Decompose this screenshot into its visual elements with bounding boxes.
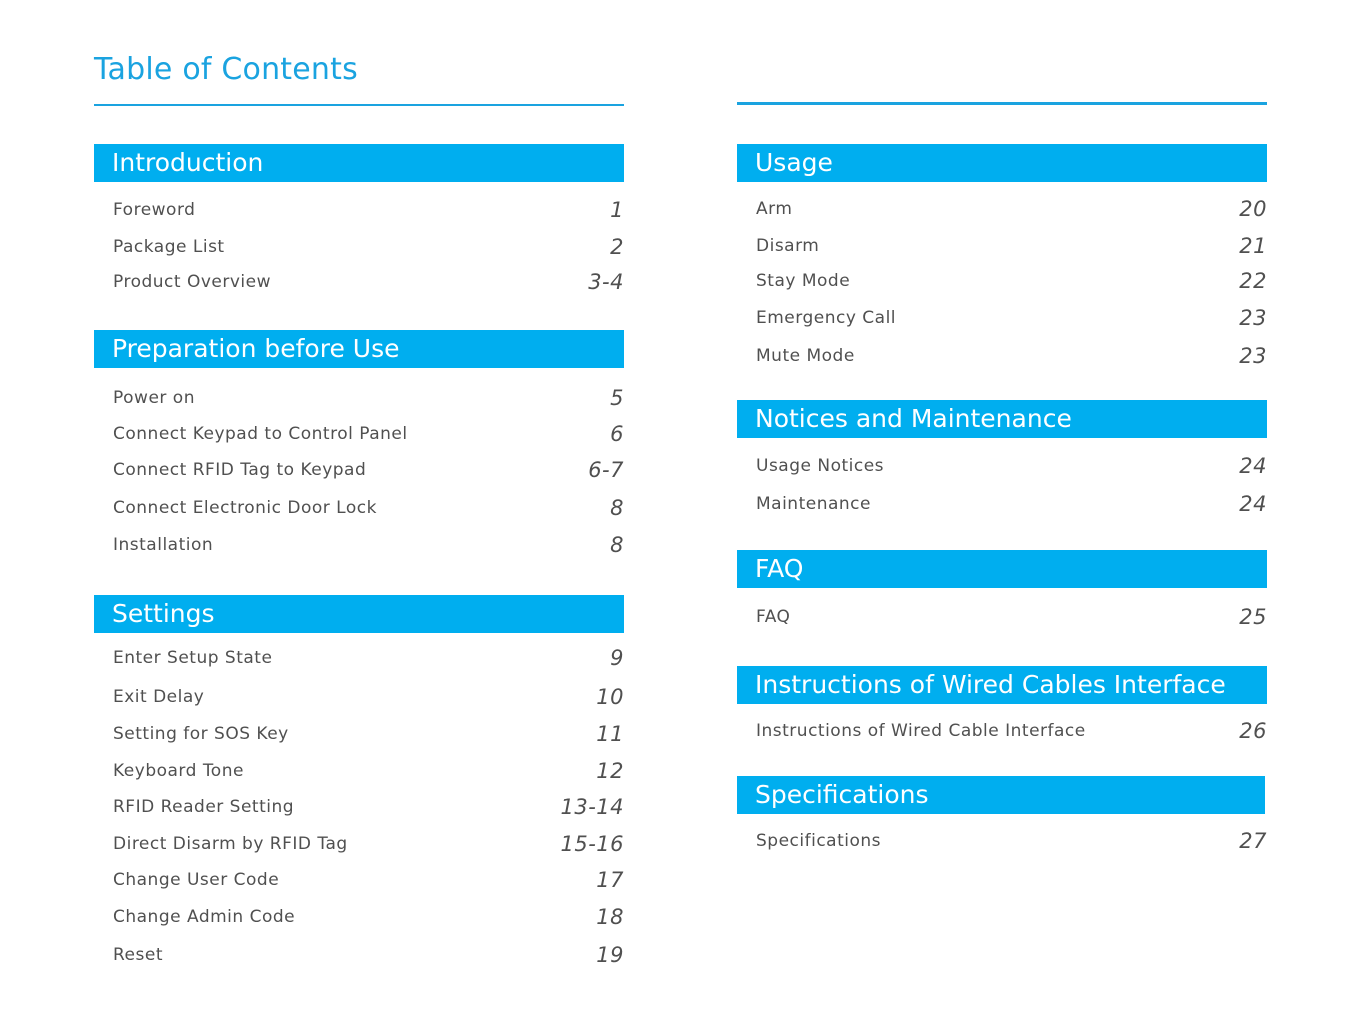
toc-entry-wired-cable-interface[interactable] bbox=[737, 717, 1267, 745]
toc-entry-page: 1 bbox=[610, 198, 624, 222]
toc-entry-page: 12 bbox=[596, 759, 624, 783]
toc-entry-installation[interactable] bbox=[94, 531, 624, 559]
section-header-preparation: Preparation before Use bbox=[94, 330, 624, 368]
toc-entry-label: Arm bbox=[756, 199, 793, 219]
toc-entry-label: Usage Notices bbox=[756, 456, 885, 476]
toc-entry-label: Mute Mode bbox=[756, 346, 855, 366]
toc-entry-arm[interactable] bbox=[737, 195, 1267, 223]
toc-entry-label: Emergency Call bbox=[756, 308, 897, 328]
toc-entry-page: 9 bbox=[610, 646, 624, 670]
toc-entry-page: 22 bbox=[1239, 269, 1267, 293]
toc-entry-page: 27 bbox=[1239, 829, 1267, 853]
toc-entry-label: Keyboard Tone bbox=[113, 761, 244, 781]
section-header-introduction: Introduction bbox=[94, 144, 624, 182]
toc-entry-rfid-reader-setting[interactable] bbox=[94, 793, 624, 821]
toc-entry-page: 17 bbox=[596, 868, 624, 892]
toc-entry-page: 10 bbox=[596, 685, 624, 709]
toc-entry-label: Exit Delay bbox=[113, 687, 205, 707]
section-header-settings: Settings bbox=[94, 595, 624, 633]
toc-entry-label: Installation bbox=[113, 535, 214, 555]
toc-entry-page: 19 bbox=[596, 943, 624, 967]
toc-entry-page: 13-14 bbox=[560, 795, 624, 819]
toc-entry-label: Instructions of Wired Cable Interface bbox=[756, 721, 1086, 741]
toc-entry-change-user-code[interactable] bbox=[94, 866, 624, 894]
toc-entry-page: 11 bbox=[596, 722, 624, 746]
toc-entry-connect-rfid[interactable] bbox=[94, 456, 624, 484]
toc-entry-foreword[interactable] bbox=[94, 196, 624, 224]
toc-entry-label: Power on bbox=[113, 388, 195, 408]
page-title: Table of Contents bbox=[94, 52, 358, 87]
toc-entry-exit-delay[interactable] bbox=[94, 683, 624, 711]
section-header-specifications: Specifications bbox=[737, 776, 1265, 814]
toc-entry-maintenance[interactable] bbox=[737, 490, 1267, 518]
section-header-faq: FAQ bbox=[737, 550, 1267, 588]
section-header-notices: Notices and Maintenance bbox=[737, 400, 1267, 438]
toc-entry-page: 23 bbox=[1239, 306, 1267, 330]
toc-entry-specifications[interactable] bbox=[737, 827, 1267, 855]
toc-entry-label: Connect RFID Tag to Keypad bbox=[113, 460, 367, 480]
toc-entry-page: 20 bbox=[1239, 197, 1267, 221]
section-header-usage: Usage bbox=[737, 144, 1267, 182]
toc-entry-page: 6-7 bbox=[588, 458, 624, 482]
toc-entry-change-admin-code[interactable] bbox=[94, 903, 624, 931]
toc-entry-mute-mode[interactable] bbox=[737, 342, 1267, 370]
toc-entry-package-list[interactable] bbox=[94, 233, 624, 261]
title-divider-left bbox=[94, 104, 624, 106]
toc-entry-label: Maintenance bbox=[756, 494, 871, 514]
toc-entry-page: 18 bbox=[596, 905, 624, 929]
toc-entry-page: 23 bbox=[1239, 344, 1267, 368]
toc-entry-faq[interactable] bbox=[737, 603, 1267, 631]
toc-entry-usage-notices[interactable] bbox=[737, 452, 1267, 480]
toc-entry-page: 21 bbox=[1239, 234, 1267, 258]
toc-entry-page: 8 bbox=[610, 496, 624, 520]
toc-entry-page: 25 bbox=[1239, 605, 1267, 629]
toc-entry-page: 15-16 bbox=[560, 832, 624, 856]
toc-entry-product-overview[interactable] bbox=[94, 268, 624, 296]
toc-entry-label: Connect Electronic Door Lock bbox=[113, 498, 377, 518]
toc-entry-label: Connect Keypad to Control Panel bbox=[113, 424, 408, 444]
toc-entry-label: Change Admin Code bbox=[113, 907, 296, 927]
toc-entry-reset[interactable] bbox=[94, 941, 624, 969]
section-header-wired-cables: Instructions of Wired Cables Interface bbox=[737, 666, 1267, 704]
toc-entry-page: 24 bbox=[1239, 454, 1267, 478]
toc-entry-connect-keypad[interactable] bbox=[94, 420, 624, 448]
toc-entry-label: Reset bbox=[113, 945, 163, 965]
toc-entry-emergency-call[interactable] bbox=[737, 304, 1267, 332]
toc-entry-label: Disarm bbox=[756, 236, 820, 256]
toc-entry-disarm[interactable] bbox=[737, 232, 1267, 260]
toc-entry-page: 26 bbox=[1239, 719, 1267, 743]
toc-entry-label: Change User Code bbox=[113, 870, 280, 890]
toc-entry-label: Direct Disarm by RFID Tag bbox=[113, 834, 348, 854]
toc-entry-page: 8 bbox=[610, 533, 624, 557]
toc-entry-enter-setup-state[interactable] bbox=[94, 644, 624, 672]
toc-entry-connect-door-lock[interactable] bbox=[94, 494, 624, 522]
toc-entry-label: Stay Mode bbox=[756, 271, 851, 291]
toc-entry-label: Package List bbox=[113, 237, 225, 257]
toc-entry-label: FAQ bbox=[756, 607, 791, 627]
toc-entry-power-on[interactable] bbox=[94, 384, 624, 412]
toc-entry-page: 24 bbox=[1239, 492, 1267, 516]
toc-entry-direct-disarm[interactable] bbox=[94, 830, 624, 858]
toc-entry-label: Foreword bbox=[113, 200, 196, 220]
toc-entry-label: Specifications bbox=[756, 831, 882, 851]
toc-entry-page: 6 bbox=[610, 422, 624, 446]
toc-entry-label: Enter Setup State bbox=[113, 648, 273, 668]
toc-entry-label: Setting for SOS Key bbox=[113, 724, 289, 744]
toc-entry-sos-key[interactable] bbox=[94, 720, 624, 748]
toc-entry-stay-mode[interactable] bbox=[737, 267, 1267, 295]
toc-entry-page: 3-4 bbox=[588, 270, 624, 294]
toc-entry-page: 5 bbox=[610, 386, 624, 410]
toc-entry-label: RFID Reader Setting bbox=[113, 797, 295, 817]
toc-entry-page: 2 bbox=[610, 235, 624, 259]
title-divider-right bbox=[737, 102, 1267, 105]
toc-entry-label: Product Overview bbox=[113, 272, 271, 292]
toc-entry-keyboard-tone[interactable] bbox=[94, 757, 624, 785]
